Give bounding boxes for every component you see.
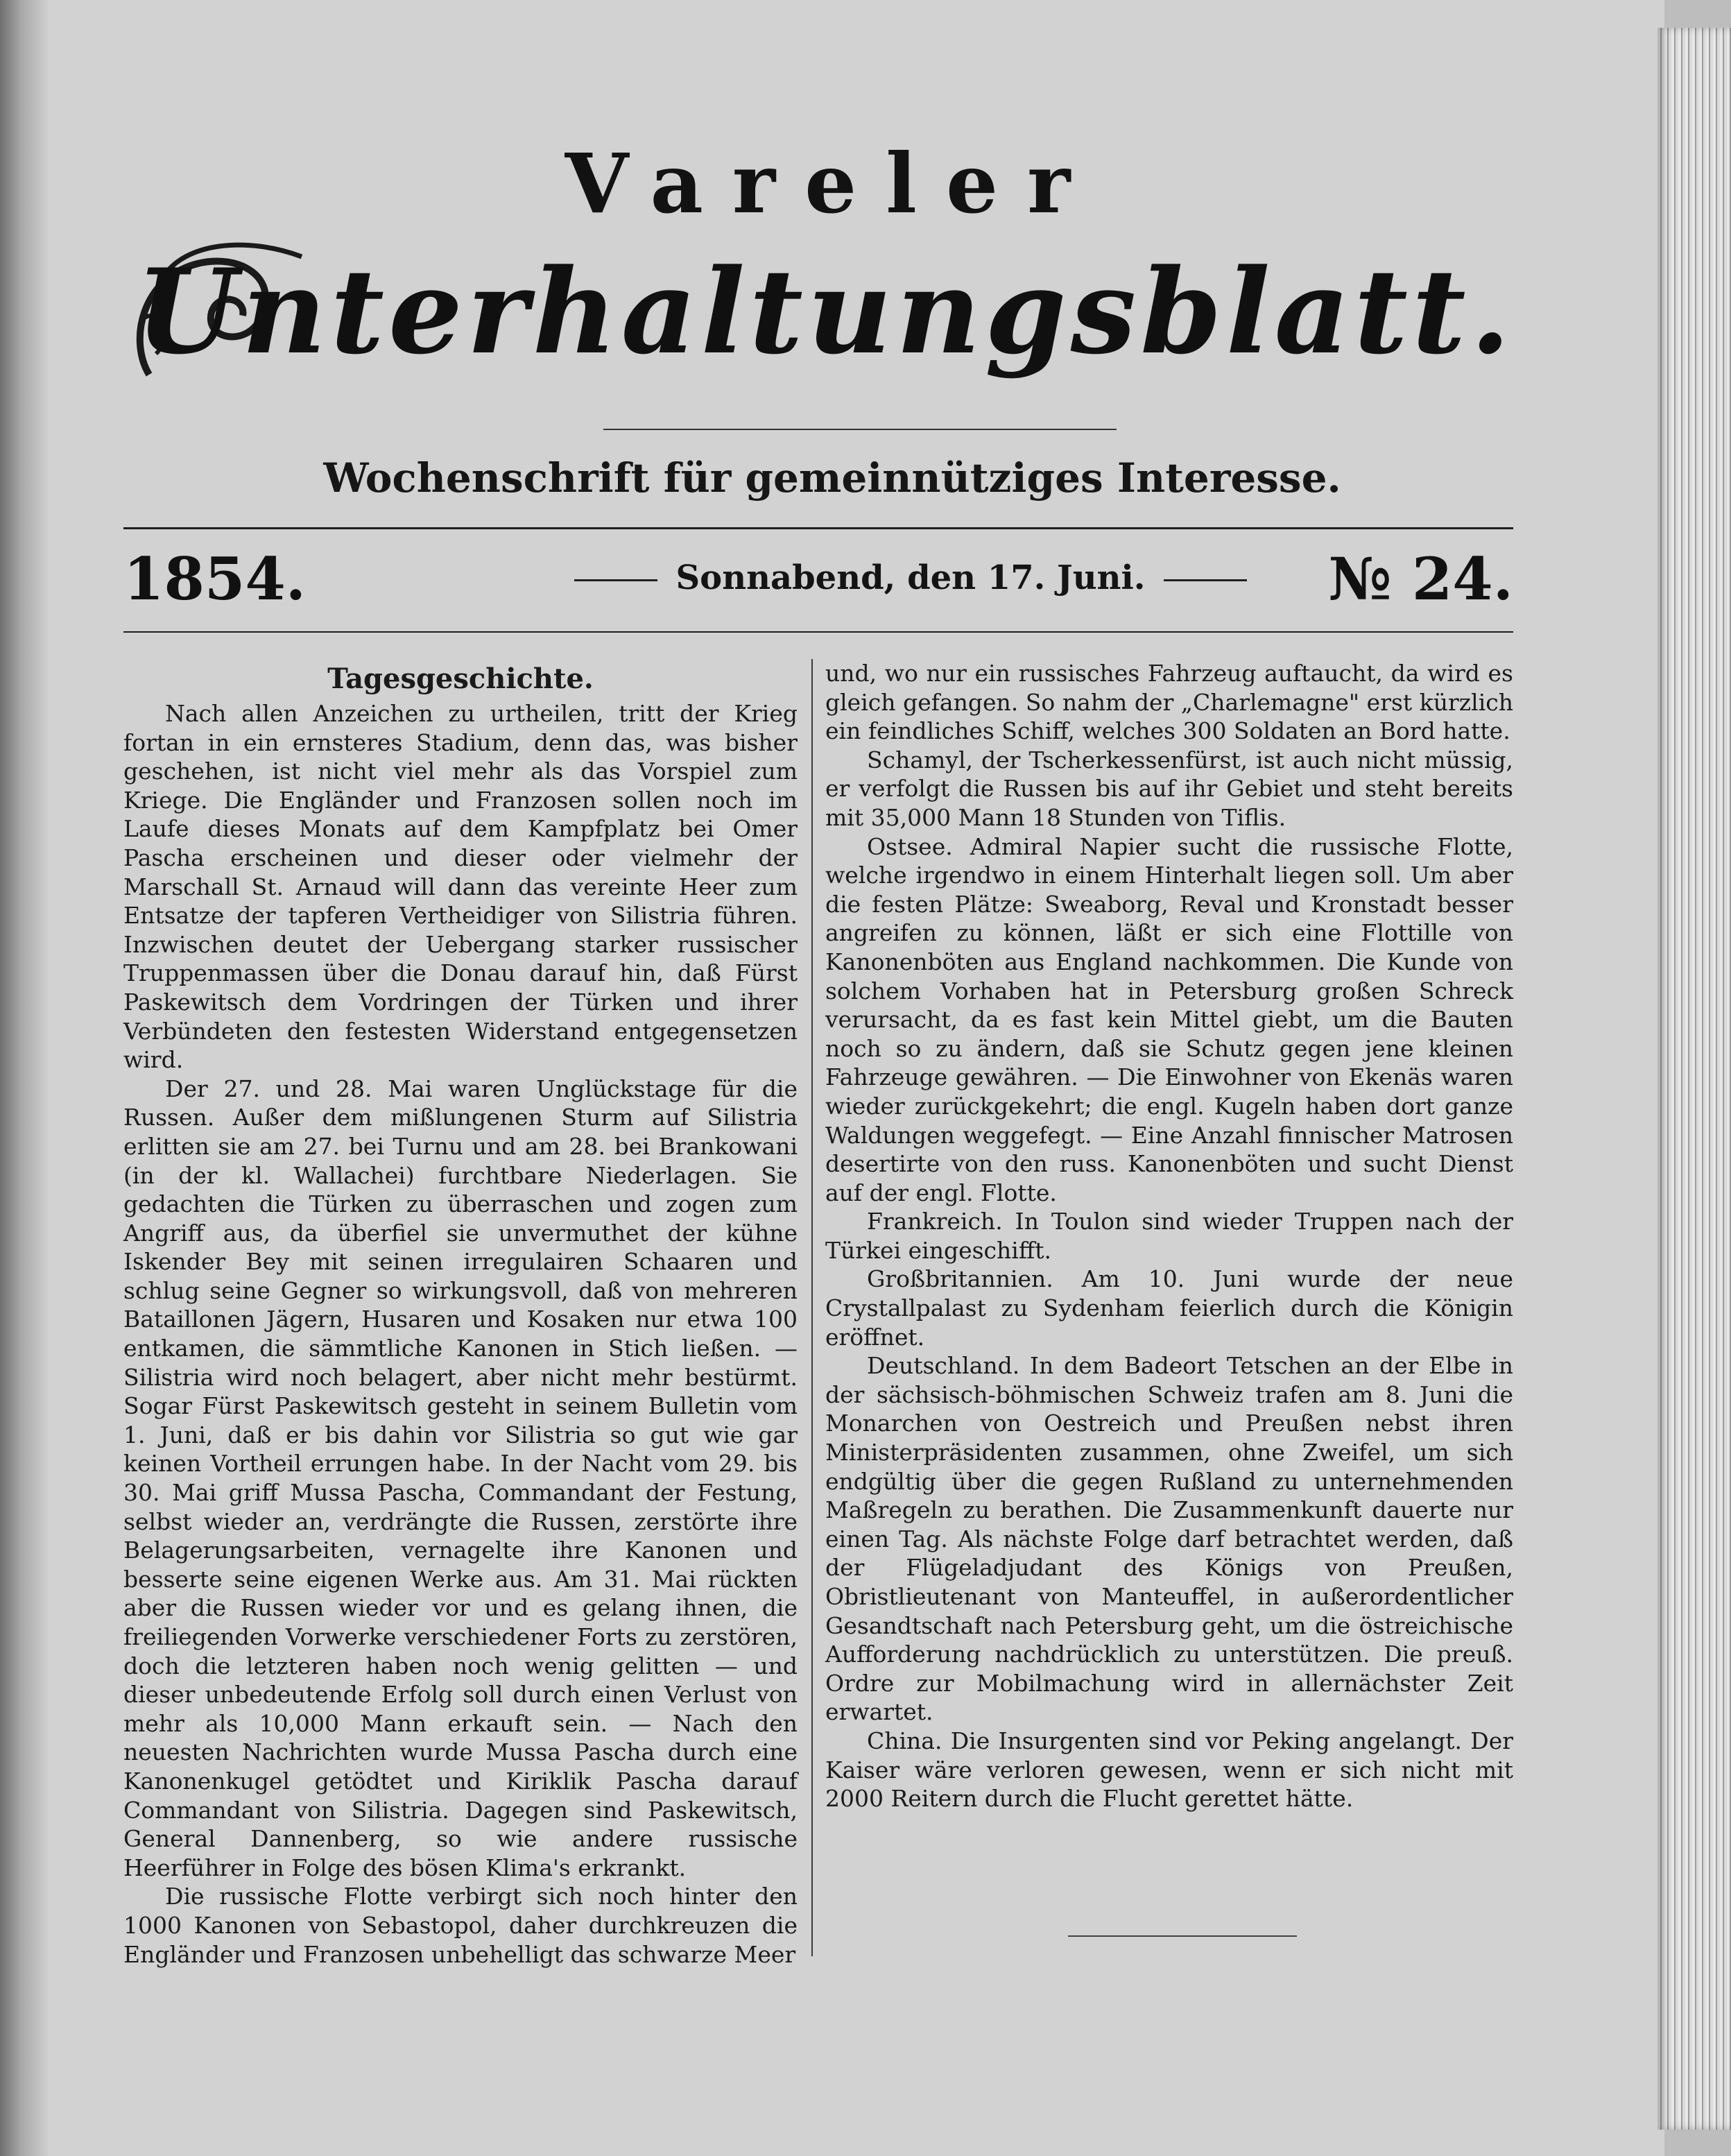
- article-paragraph: Nach allen Anzeichen zu urtheilen, tritt der Krieg fortan in ein ernsteres Stadium, denn das, was bisher geschehen, ist nicht viel mehr als das Vorspiel zum Kriege. Die Engländer und Franzosen sollen noch im Laufe dieses Monats auf dem Kampfplatz bei Omer Pascha erscheinen und dieser oder vielmehr der Marschall St. Arnaud will dann das vereinte Heer zum Entsatze der tapferen Vertheidiger von Silistria führen. Inzwischen deutet der Uebergang starker russischer Truppenmassen über die Donau darauf hin, daß Fürst Paskewitsch dem Vordringen der Türken und ihrer Verbündeten den festesten Widerstand entgegensetzen wird.: [123, 700, 798, 1074]
- issue-number: № 24.: [1328, 545, 1513, 613]
- issue-date: [546, 558, 1275, 597]
- article-paragraph: Schamyl, der Tscherkessenfürst, ist auch nicht müssig, er verfolgt die Russen bis auf ihr Gebiet und steht bereits mit 35,000 Mann 18 Stunden von Tiflis.: [825, 746, 1513, 831]
- section-heading: Tagesgeschichte.: [327, 662, 594, 695]
- masthead-title: Unterhaltungsblatt.: [135, 243, 1515, 380]
- dateline: [123, 545, 1513, 628]
- article-paragraph: Der 27. und 28. Mai waren Unglückstage für die Russen. Außer dem mißlungenen Sturm auf Silistria erlitten sie am 27. bei Turnu und am 28. bei Brankowani (in der kl. Wallachei) furchtbare Niederlagen. Sie gedachten die Türken zu überraschen und zogen zum Angriff aus, da überfiel sie unvermuthet der kühne Iskender Bey mit seinen irregulairen Schaaren und schlug seine Gegner so wirkungsvoll, daß von mehreren Bataillonen Jägern, Husaren und Kosaken nur etwa 100 entkamen, die sämmtliche Kanonen in Stich ließen. — Silistria wird noch belagert, aber nicht mehr bestürmt. Sogar Fürst Paskewitsch gesteht in seinem Bulletin vom 1. Juni, daß er bis dahin vor Silistria so gut wie gar keinen Vortheil errungen habe. In der Nacht vom 29. bis 30. Mai griff Mussa Pascha, Commandant der Festung, selbst wieder an, verdrängte die Russen, zerstörte ihre Belagerungsarbeiten, vernagelte ihre Kanonen und besserte seine eigenen Werke aus. Am 31. Mai rückten aber die Russen wieder vor und es gelang ihnen, die freiliegenden Vorwerke verschiedener Forts zu zerstören, doch die letzteren haben noch wenig gelitten — und dieser unbedeutende Erfolg soll durch einen Verlust von mehr als 10,000 Mann erkauft sein. — Nach den neuesten Nachrichten wurde Mussa Pascha durch eine Kanonenkugel getödtet und Kiriklik Pascha darauf Commandant von Silistria. Dagegen sind Paskewitsch, General Dannenberg, so wie andere russische Heerführer in Folge des bösen Klima's erkrankt.: [123, 1075, 798, 1881]
- masthead-town: Vareler: [565, 135, 1100, 232]
- article-continuation: und, wo nur ein russisches Fahrzeug auftaucht, da wird es gleich gefangen. So nahm der „Charlemagne" erst kürzlich ein feindliches Schiff, welches 300 Soldaten an Bord hatte.: [825, 660, 1513, 745]
- issue-year: 1854.: [123, 545, 307, 613]
- page-binding-shadow: [0, 0, 49, 2156]
- article-end-rule: [1068, 1935, 1297, 1937]
- ornament-dash-right: [1164, 579, 1247, 581]
- article-paragraph-china: China. Die Insurgenten sind vor Peking angelangt. Der Kaiser wäre verloren gewesen, wenn er sich nicht mit 2000 Reitern durch die Flucht gerettet hätte.: [825, 1727, 1513, 1813]
- right-column: [825, 659, 1513, 1813]
- article-paragraph-ostsee: Ostsee. Admiral Napier sucht die russische Flotte, welche irgendwo in einem Hinterhalt liegen soll. Um aber die festen Plätze: Sweaborg, Reval und Kronstadt besser angreifen zu können, läßt er sich eine Flottille von Kanonenböten aus England nachkommen. Die Kunde von solchem Vorhaben hat in Petersburg großen Schreck verursacht, da es fast kein Mittel giebt, um die Bauten noch so zu ändern, daß sie Schutz gegen jene kleinen Fahrzeuge gewähren. — Die Einwohner von Ekenäs waren wieder zurückgekehrt; die engl. Kugeln haben dort ganze Waldungen weggefegt. — Eine Anzahl finnischer Matrosen desertirte von den russ. Kanonenböten und sucht Dienst auf der engl. Flotte.: [825, 832, 1513, 1206]
- article-paragraph-frankreich: Frankreich. In Toulon sind wieder Truppen nach der Türkei eingeschifft.: [825, 1208, 1513, 1264]
- masthead-subtitle: Wochenschrift für gemeinnütziges Interesse.: [323, 454, 1341, 502]
- left-column: [123, 659, 798, 1969]
- column-divider: [811, 659, 813, 1956]
- issue-date-text: Sonnabend, den 17. Juni.: [675, 558, 1146, 597]
- article-paragraph-deutschland: Deutschland. In dem Badeort Tetschen an der Elbe in der sächsisch-böhmischen Schweiz trafen am 8. Juni die Monarchen von Oestreich und Preußen nebst ihren Ministerpräsidenten zusammen, ohne Zweifel, um sich endgültig über die gegen Rußland zu unternehmenden Maßregeln zu berathen. Die Zusammenkunft dauerte nur einen Tag. Als nächste Folge darf betrachtet werden, daß der Flügeladjudant des Königs von Preußen, Obristlieutenant von Manteuffel, in außerordentlicher Gesandtschaft nach Petersburg geht, um die östreichische Aufforderung nachdrücklich zu unterstützen. Die preuß. Ordre zur Mobilmachung wird in allernächster Zeit erwartet.: [825, 1352, 1513, 1726]
- stacked-page-edges: [1657, 28, 1731, 2130]
- dateline-bottom-rule: [123, 631, 1513, 633]
- ornament-dash-left: [574, 579, 657, 581]
- article-paragraph-grossbritannien: Großbritannien. Am 10. Juni wurde der neue Crystallpalast zu Sydenham feierlich durch die Königin eröffnet.: [825, 1265, 1513, 1351]
- masthead-rule: [603, 429, 1117, 430]
- dateline-top-rule: [123, 527, 1513, 529]
- article-paragraph: Die russische Flotte verbirgt sich noch hinter den 1000 Kanonen von Sebastopol, daher durchkreuzen die Engländer und Franzosen unbehelligt das schwarze Meer: [123, 1883, 798, 1968]
